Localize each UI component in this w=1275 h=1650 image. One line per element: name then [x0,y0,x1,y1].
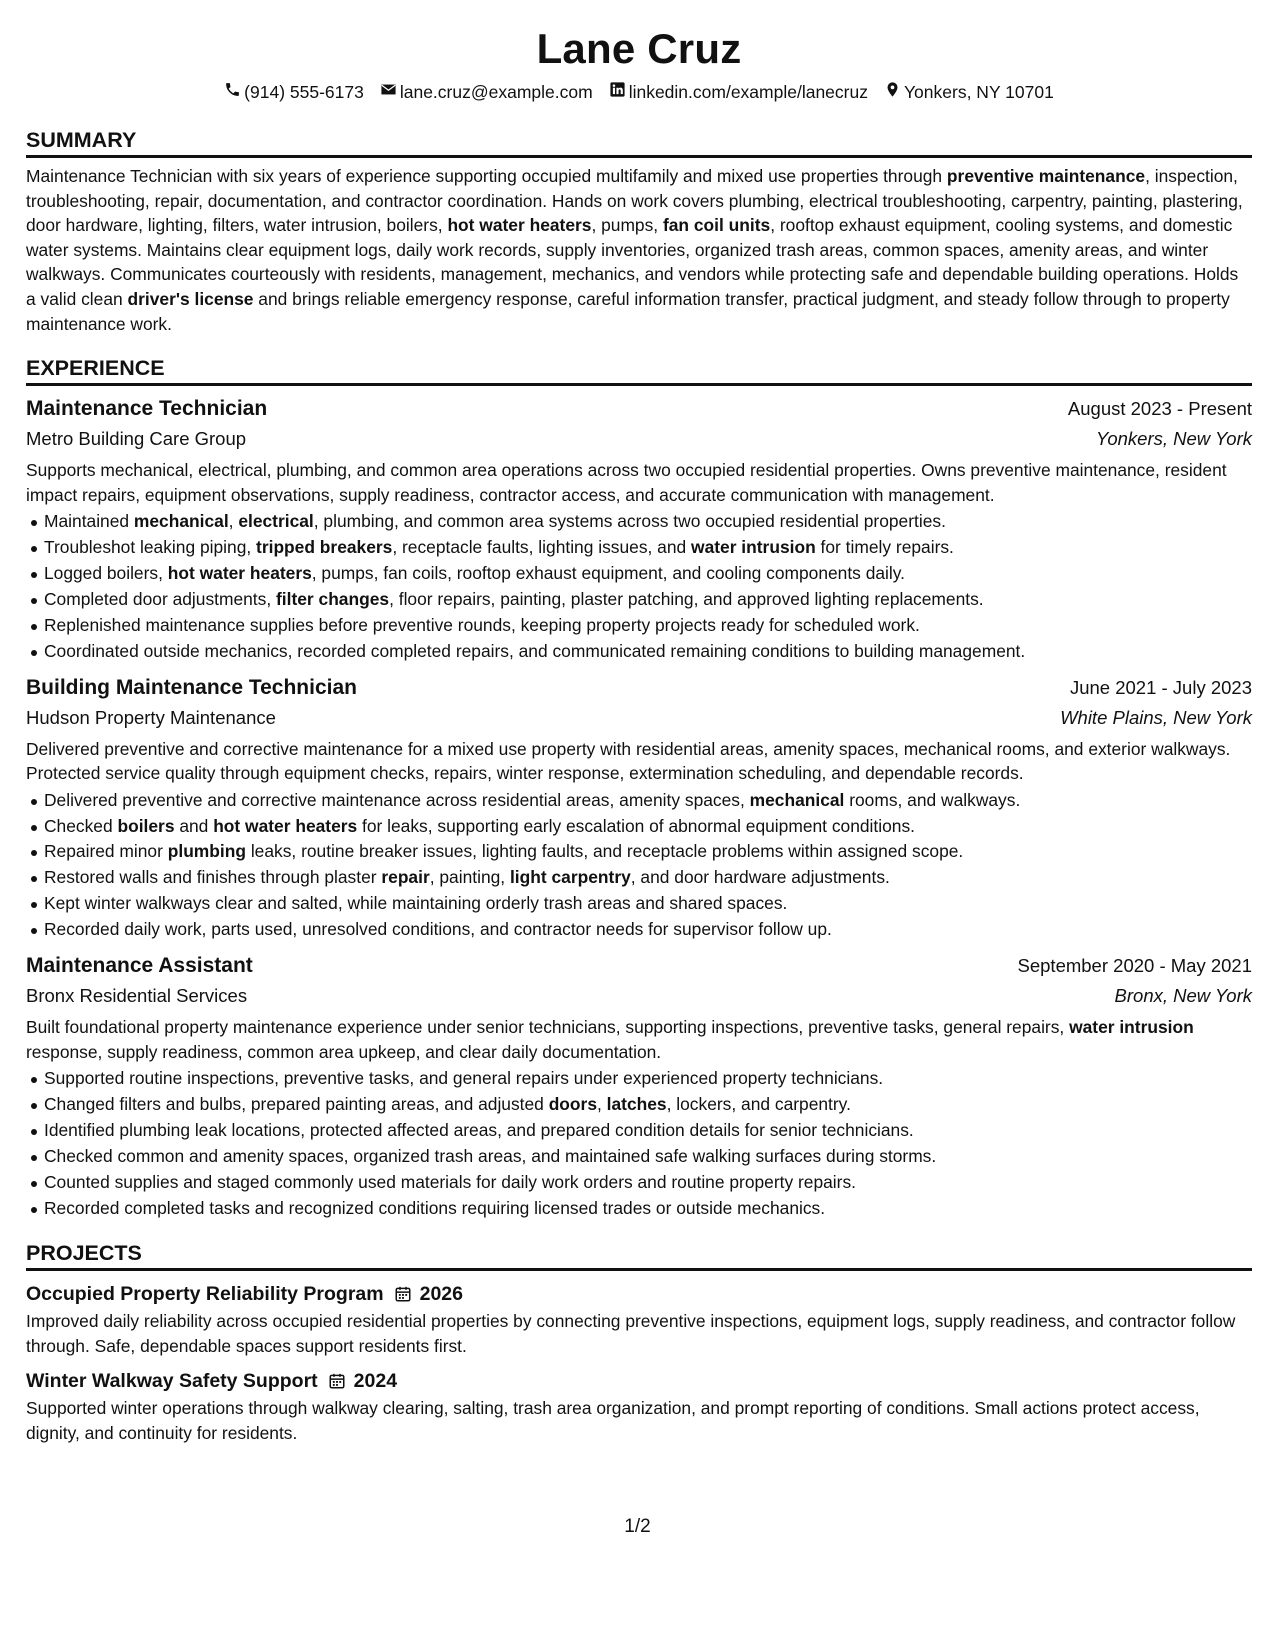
envelope-icon [380,80,397,104]
bullet-item [26,1170,1252,1196]
text-segment: for leaks, supporting early escalation of abnormal equipment conditions. [357,815,915,836]
contact-bar [26,80,1252,104]
text-segment: Maintenance Technician with six years of experience supporting occupied multifamily and mixed use properties through [26,166,947,186]
resume-page [26,22,1252,1445]
project-title: Occupied Property Reliability Program [26,1283,384,1306]
job-header [26,673,1252,703]
candidate-name: Lane Cruz [536,25,742,72]
job-entry [26,394,1252,664]
job-location: White Plains, New York [1060,706,1252,728]
job-company: Bronx Residential Services [26,985,248,1007]
calendar-icon [328,1372,346,1390]
summary-text [26,164,1252,336]
bold-keyword: hot water heaters [167,562,312,583]
bullet-item [26,788,1252,814]
job-company: Metro Building Care Group [26,428,247,450]
job-header [26,394,1252,424]
text-segment: , rooftop exhaust equipment, cooling systems, and domestic water systems. Maintains clear equipment logs, daily work records, supply inventories, organized trash areas, common spaces, amenity areas, and winter walkways. Communicates courteously with residents, management, mechanics, and vendors while protecting safe and dependable building operations. Holds a valid clean [26,215,1239,309]
text-segment: Checked common and amenity spaces, organized trash areas, and maintained safe walking surfaces during storms. [44,1145,937,1166]
bullet-item [26,1196,1252,1222]
summary-heading: SUMMARY [26,126,1252,158]
bullet-item [26,839,1252,865]
bold-keyword: plumbing [167,841,246,862]
text-segment: leaks, routine breaker issues, lighting faults, and receptacle problems within assigned scope. [245,841,964,862]
text-segment: Recorded daily work, parts used, unresolved conditions, and contractor needs for supervisor follow up. [44,919,832,940]
experience-list [26,394,1252,1221]
bold-keyword: light carpentry [509,867,631,888]
bold-keyword: hot water heaters [213,815,358,836]
text-segment: Checked [44,815,118,836]
text-segment: for timely repairs. [815,537,954,558]
bold-keyword: tripped breakers [256,537,393,558]
bullet-item [26,1144,1252,1170]
contact-linkedin[interactable] [609,80,868,104]
text-segment: , and door hardware adjustments. [630,867,890,888]
job-subheader [26,424,1252,454]
job-subheader [26,981,1252,1011]
bullet-item [26,561,1252,587]
linkedin-text: linkedin.com/example/lanecruz [628,82,868,102]
bullet-item [26,1118,1252,1144]
text-segment: , floor repairs, painting, plaster patching, and approved lighting replacements. [389,588,984,609]
job-company: Hudson Property Maintenance [26,706,276,728]
bold-keyword: mechanical [749,789,845,810]
job-entry [26,673,1252,943]
text-segment: Logged boilers, [44,562,168,583]
text-segment: Identified plumbing leak locations, protected affected areas, and prepared condition details for senior technicians. [44,1119,914,1140]
bold-keyword: hot water heaters [447,215,592,236]
text-segment: Changed filters and bulbs, prepared painting areas, and adjusted [44,1093,549,1114]
bold-keyword: water intrusion [691,537,816,558]
job-subheader [26,703,1252,733]
text-segment: Kept winter walkways clear and salted, while maintaining orderly trash areas and shared spaces. [44,893,788,914]
job-title: Maintenance Assistant [26,954,253,978]
project-header [26,1279,1252,1309]
text-segment: Recorded completed tasks and recognized conditions requiring licensed trades or outside mechanics. [44,1197,826,1218]
text-segment: Coordinated outside mechanics, recorded completed repairs, and communicated remaining conditions to building management. [44,640,1026,661]
job-dates: June 2021 - July 2023 [1069,676,1252,698]
text-segment: response, supply readiness, common area upkeep, and clear daily documentation. [26,1041,662,1062]
job-bullets [26,509,1252,664]
text-segment: , painting, [429,867,510,888]
text-segment: Troubleshot leaking piping, [44,537,257,558]
bullet-item [26,917,1252,943]
text-segment: Maintained [44,511,134,532]
bold-keyword: fan coil units [662,215,771,236]
job-dates: August 2023 - Present [1067,398,1252,420]
project-title: Winter Walkway Safety Support [26,1370,318,1393]
text-segment: Repaired minor [44,841,168,862]
text-segment: Counted supplies and staged commonly used materials for daily work orders and routine property repairs. [44,1171,856,1192]
job-bullets [26,788,1252,943]
bold-keyword: preventive maintenance [946,166,1146,186]
job-location: Yonkers, New York [1096,428,1252,450]
location-text: Yonkers, NY 10701 [903,82,1054,102]
text-segment: Completed door adjustments, [44,588,276,609]
bullet-item [26,613,1252,639]
phone-icon [224,80,241,104]
page-number: 1/2 [624,1516,651,1537]
bullet-item [26,509,1252,535]
text-segment: , [228,511,239,532]
email-text: lane.cruz@example.com [399,82,593,102]
calendar-icon [394,1285,412,1303]
bullet-item [26,639,1252,665]
bold-keyword: electrical [238,511,314,532]
text-segment: Supports mechanical, electrical, plumbing, and common area operations across two occupied residential properties. Owns preventive maintenance, resident impact repairs, equipment observations, supply readiness, contractor access, and accurate communication with management. [26,460,1227,505]
text-segment: , plumbing, and common area systems across two occupied residential properties. [313,511,946,532]
bullet-item [26,865,1252,891]
text-segment: rooms, and walkways. [844,789,1021,810]
text-segment: , pumps, [591,215,663,236]
job-bullets [26,1066,1252,1221]
bullet-item [26,814,1252,840]
job-description [26,458,1252,507]
bullet-item [26,891,1252,917]
text-segment: , inspection, troubleshooting, repair, documentation, and contractor coordination. Hands on work covers plumbing, electrical troubleshooting, carpentry, painting, plastering, door hardware, lighting, filters, water intrusion, boilers, [26,166,1243,236]
job-entry [26,951,1252,1221]
phone-text: (914) 555-6173 [244,82,364,102]
contact-email[interactable] [380,80,593,104]
bullet-item [26,1066,1252,1092]
job-description [26,1015,1252,1064]
text-segment: Built foundational property maintenance experience under senior technicians, supporting inspections, preventive tasks, general repairs, [26,1017,1070,1038]
bullet-item [26,535,1252,561]
contact-location [884,80,1054,104]
bullet-item [26,1092,1252,1118]
text-segment: Supported routine inspections, preventive tasks, and general repairs under experienced property technicians. [44,1068,884,1089]
project-entry [26,1366,1252,1445]
text-segment: , lockers, and carpentry. [666,1093,851,1114]
projects-heading: PROJECTS [26,1239,1252,1271]
text-segment: , [597,1093,607,1114]
experience-heading: EXPERIENCE [26,354,1252,386]
text-segment: and brings reliable emergency response, careful information transfer, practical judgment, and steady follow through to property maintenance work. [26,288,1230,334]
project-header [26,1366,1252,1396]
project-description: Supported winter operations through walkway clearing, salting, trash area organization, and prompt reporting of conditions. Small actions protect access, dignity, and continuity for residents. [26,1398,1200,1443]
bold-keyword: boilers [117,815,175,836]
job-header [26,951,1252,981]
text-segment: Replenished maintenance supplies before preventive rounds, keeping property projects ready for scheduled work. [44,614,920,635]
job-title: Maintenance Technician [26,397,268,421]
linkedin-icon [609,80,626,104]
job-dates: September 2020 - May 2021 [1017,955,1252,977]
bold-keyword: doors [548,1093,597,1114]
project-entry [26,1279,1252,1358]
contact-phone[interactable] [224,80,364,104]
bold-keyword: water intrusion [1069,1017,1194,1038]
bold-keyword: latches [606,1093,667,1114]
bold-keyword: repair [381,867,430,888]
text-segment: Delivered preventive and corrective maintenance for a mixed use property with residential areas, amenity spaces, mechanical rooms, and exterior walkways. Protected service quality through equipment checks, repairs, winter response, extermination scheduling, and dependable records. [26,738,1231,784]
project-description: Improved daily reliability across occupied residential properties by connecting preventive inspections, equipment logs, supply readiness, and contractor follow through. Safe, dependable spaces support residents first. [26,1311,1236,1356]
bold-keyword: filter changes [276,588,390,609]
job-description [26,737,1252,786]
map-pin-icon [884,80,901,104]
text-segment: Restored walls and finishes through plaster [44,867,382,888]
text-segment: , receptacle faults, lighting issues, and [392,537,692,558]
bold-keyword: driver's license [127,288,254,309]
text-segment: and [174,815,214,836]
project-year: 2024 [353,1370,398,1393]
job-location: Bronx, New York [1114,985,1252,1007]
job-title: Building Maintenance Technician [26,675,357,699]
text-segment: , pumps, fan coils, rooftop exhaust equipment, and cooling components daily. [311,562,906,583]
bold-keyword: mechanical [133,511,229,532]
text-segment: Delivered preventive and corrective maintenance across residential areas, amenity spaces, [44,789,750,810]
bullet-item [26,587,1252,613]
project-year: 2026 [419,1283,463,1306]
projects-list [26,1279,1252,1445]
